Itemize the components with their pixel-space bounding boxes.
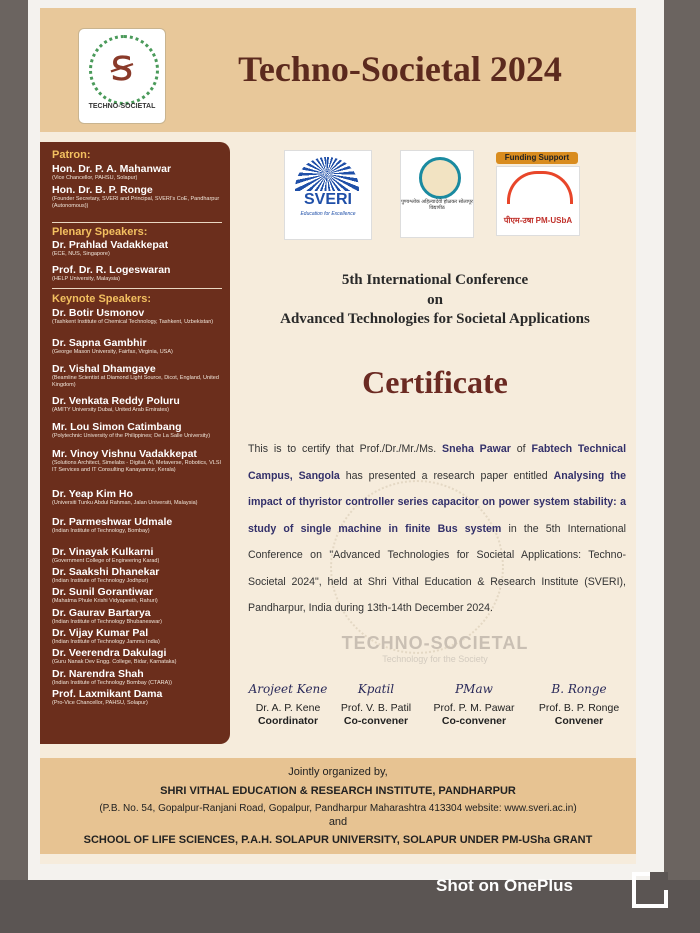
speaker-entry	[52, 448, 227, 474]
pm-usha-logo	[496, 166, 580, 236]
body-text: This is to certify that Prof./Dr./Mr./Ms.	[248, 443, 437, 455]
speaker-name: Dr. Gaurav Bartarya	[52, 607, 151, 619]
university-name: पुण्यश्लोक अहिल्यादेवी होळकर सोलापूर विद्यापीठ	[401, 199, 473, 211]
speaker-affiliation: (Mahatma Phule Krishi Vidyapeeth, Rahuri)	[52, 598, 158, 604]
plenary-heading: Plenary Speakers:	[52, 226, 148, 238]
speaker-name: Dr. Veerendra Dakulagi	[52, 647, 167, 659]
speaker-affiliation: (George Mason University, Fairfax, Virginia, USA)	[52, 349, 173, 355]
body-text: of	[516, 443, 526, 455]
speaker-entry	[52, 184, 227, 210]
speaker-entry	[52, 264, 227, 283]
recipient-institute: Fabtech Technical Campus, Sangola	[248, 443, 627, 482]
speaker-entry	[52, 163, 227, 182]
signatory-role: Co-convener	[343, 715, 409, 727]
event-title: Techno-Societal 2024	[238, 49, 562, 89]
speaker-affiliation: (Indian Institute of Technology Jodhpur)	[52, 578, 149, 584]
footer-and: and	[328, 816, 348, 828]
patron-heading: Patron:	[52, 149, 91, 161]
footer-organizer-2: SCHOOL OF LIFE SCIENCES, P.A.H. SOLAPUR UNIVERSITY, SOLAPUR UNDER PM-USha GRANT	[83, 834, 593, 846]
speaker-entry	[52, 688, 227, 707]
speaker-affiliation: (Indian Institute of Technology Bombay (CTARA))	[52, 680, 172, 686]
funding-support-badge: Funding Support	[496, 152, 578, 164]
footer-line-1: Jointly organized by,	[288, 766, 388, 778]
paper-title: Analysing the impact of thyristor controller series capacitor on power system stability: a study of single machine in finite Bus system	[248, 469, 626, 535]
speaker-name: Mr. Vinoy Vishnu Vadakkepat	[52, 448, 197, 460]
speaker-name: Dr. Parmeshwar Udmale	[52, 516, 173, 528]
signatory-name: Dr. A. P. Kene	[255, 702, 321, 714]
speaker-entry	[52, 668, 227, 687]
signatory-name: Prof. V. B. Patil	[340, 702, 412, 714]
watermark-tagline: Technology for the Society	[382, 654, 488, 664]
speaker-affiliation: (Solutions Architect, Simelabs - Digital, AI, Metaverse, Robotics, VLSI IT Services and IT Consulting Kanayannur, Kerala)	[52, 460, 222, 473]
speaker-entry	[52, 647, 227, 666]
oneplus-logo-icon	[632, 872, 668, 908]
speaker-affiliation: (Beamline Scientist at Diamond Light Source, Dicot, England, United Kingdom)	[52, 375, 219, 388]
speaker-name: Dr. Venkata Reddy Poluru	[52, 395, 180, 407]
speaker-entry	[52, 566, 227, 585]
speaker-affiliation: (Indian Institute of Technology Jammu India)	[52, 639, 160, 645]
conference-line-1: 5th International Conference	[341, 272, 529, 288]
speaker-entry	[52, 586, 227, 605]
speaker-entry	[52, 546, 227, 565]
speaker-entry	[52, 337, 227, 356]
signatory-role: Co-convener	[441, 715, 507, 727]
sveri-logo-name: SVERI	[303, 191, 352, 208]
footer-address: (P.B. No. 54, Gopalpur-Ranjani Road, Gopalpur, Pandharpur Maharashtra 413304 website: www.sveri.ac.in)	[99, 803, 577, 814]
speaker-name: Dr. Saakshi Dhanekar	[52, 566, 160, 578]
speaker-entry	[52, 307, 227, 326]
speaker-affiliation: (ECE, NUS, Singapore)	[52, 251, 110, 257]
university-emblem-icon	[419, 157, 461, 199]
speaker-name: Dr. Vishal Dhamgaye	[52, 363, 156, 375]
body-text: in the 5th International Conference on "Advanced Technologies for Societal Applications: Techno-Societal 2024", held at Shri Vithal Education & Research Institute (SVERI), Pandharpur, India during 13th-14th December 2024.	[248, 522, 626, 614]
speaker-affiliation: (Indian Institute of Technology, Bombay)	[52, 528, 150, 534]
certificate-title: Certificate	[362, 364, 508, 400]
speaker-entry	[52, 488, 227, 507]
speaker-affiliation: (Government College of Engineering Karad)	[52, 558, 160, 564]
speaker-affiliation: (Guru Nanak Dev Engg. College, Bidar, Karnataka)	[52, 659, 177, 665]
pm-usha-text: पीएम-उषा PM-USbA	[503, 216, 573, 225]
speakers-sidebar	[40, 142, 230, 744]
signatory	[524, 676, 634, 728]
speaker-affiliation: (Polytechnic University of the Philippines; De La Salle University)	[52, 433, 211, 439]
speaker-entry	[52, 395, 227, 414]
speaker-name: Dr. Yeap Kim Ho	[52, 488, 133, 500]
speaker-name: Dr. Narendra Shah	[52, 668, 144, 680]
keynote-heading: Keynote Speakers:	[52, 293, 152, 305]
speaker-affiliation: (Pro-Vice Chancellor, PAHSU, Solapur)	[52, 700, 148, 706]
speaker-entry	[52, 516, 227, 535]
speaker-entry	[52, 607, 227, 626]
signature: PMaw	[455, 682, 493, 696]
signatory	[321, 676, 431, 728]
background-surface	[0, 880, 700, 933]
signatory-name: Prof. B. P. Ronge	[538, 702, 620, 714]
speaker-name: Dr. Vinayak Kulkarni	[52, 546, 154, 558]
speaker-affiliation: (Founder Secretary, SVERI and Principal, SVERI's CoE, Pandharpur (Autonomous))	[52, 196, 220, 209]
speaker-name: Dr. Sunil Gorantiwar	[52, 586, 153, 598]
sveri-logo-tagline: Education for Excellence	[300, 211, 356, 217]
speaker-entry	[52, 421, 227, 440]
speaker-entry	[52, 239, 227, 258]
recipient-name: Sneha Pawar	[442, 443, 511, 455]
watermark-text: TECHNO-SOCIETAL	[341, 633, 529, 653]
speaker-affiliation: (AMITY University Dubai, United Arab Emirates)	[52, 407, 169, 413]
signatory-role: Convener	[554, 715, 604, 727]
conference-line-2: on	[427, 292, 443, 308]
speaker-name: Mr. Lou Simon Catimbang	[52, 421, 182, 433]
body-text: has presented a research paper entitled	[345, 469, 548, 482]
speaker-name: Prof. Dr. R. Logeswaran	[52, 264, 171, 276]
speaker-affiliation: (Vice Chancellor, PAHSU, Solapur)	[52, 175, 138, 181]
signature: Kpatil	[357, 682, 395, 696]
signatory-name: Prof. P. M. Pawar	[433, 702, 515, 714]
logo-glyph-icon: ꞩ	[110, 40, 134, 91]
certificate-body	[248, 436, 626, 622]
speaker-name: Dr. Botir Usmonov	[52, 307, 145, 319]
signature: B. Ronge	[551, 682, 607, 696]
speaker-entry	[52, 363, 227, 389]
speaker-name: Prof. Laxmikant Dama	[52, 688, 163, 700]
divider	[52, 222, 222, 223]
logo-caption: TECHNO-SOCIETAL	[88, 103, 156, 110]
speaker-affiliation: (Indian Institute of Technology Bhubaneswar)	[52, 619, 162, 625]
signature: Arojeet Kene	[248, 682, 328, 696]
sveri-sun-icon	[295, 157, 359, 191]
camera-watermark: Shot on OnePlus	[436, 876, 573, 895]
speaker-name: Hon. Dr. P. A. Mahanwar	[52, 163, 172, 175]
footer-organizer-1: SHRI VITHAL EDUCATION & RESEARCH INSTITUTE, PANDHARPUR	[160, 785, 516, 797]
university-logo	[400, 150, 474, 238]
sveri-logo	[284, 150, 372, 240]
divider	[52, 288, 222, 289]
signatory	[419, 676, 529, 728]
speaker-affiliation: (Universiti Tunku Abdul Rahman, Jalan Universiti, Malaysia)	[52, 500, 198, 506]
speaker-name: Dr. Vijay Kumar Pal	[52, 627, 149, 639]
conference-line-3: Advanced Technologies for Societal Applications	[280, 311, 590, 327]
speaker-entry	[52, 627, 227, 646]
signatory-role: Coordinator	[257, 715, 319, 727]
techno-societal-logo	[78, 28, 166, 124]
speaker-name: Hon. Dr. B. P. Ronge	[52, 184, 153, 196]
speaker-name: Dr. Sapna Gambhir	[52, 337, 147, 349]
speaker-affiliation: (Tashkent Institute of Chemical Technology, Tashkent, Uzbekistan)	[52, 319, 214, 325]
speaker-name: Dr. Prahlad Vadakkepat	[52, 239, 169, 251]
speaker-affiliation: (HELP University, Malaysia)	[52, 276, 120, 282]
pm-usha-arc-icon	[507, 171, 573, 204]
